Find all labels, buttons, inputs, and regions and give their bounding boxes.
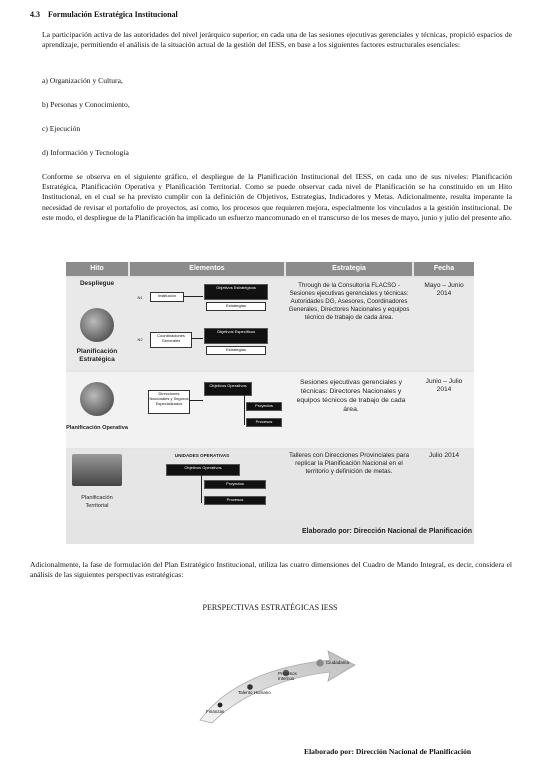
intro-paragraph: La participación activa de las autoridades del nivel jerárquico superior, en cada una de las sesiones ejecutivas gerenciales y técnicas, propició espacios de aprendizaje, permitiendo el análisis de la situación actual de la gestión del IESS, en base a los siguientes factores estructurales esenciales:	[42, 30, 512, 50]
factor-item: d) Información y Tecnología	[42, 148, 129, 157]
perspective-point	[316, 659, 323, 666]
crowd-photo-icon	[72, 454, 122, 486]
perspective-point	[218, 703, 223, 708]
header-fecha: Fecha	[414, 262, 474, 276]
label-finanzas: Finanzas	[206, 709, 225, 714]
processes-box: Procesos	[246, 418, 282, 427]
header-hito: Hito	[66, 262, 128, 276]
operative-objectives-box: Objetivos Operativos	[166, 464, 240, 476]
date-text: Mayo – Junio 2014	[424, 282, 464, 297]
operative-objectives-box: Objetivos Operativos	[204, 382, 252, 396]
factor-item: b) Personas y Conocimiento,	[42, 100, 130, 109]
date-text: Julio 2014	[428, 452, 460, 459]
perspective-point	[247, 684, 253, 690]
table-row-operative	[66, 372, 474, 448]
team-photo-icon	[80, 382, 114, 416]
strategy-text: Sesiones ejecutivas gerenciales y técnicas: Directores Nacionales y equipos técnicos de trabajo de cada área.	[296, 379, 406, 413]
institution-box: Institución	[150, 292, 184, 302]
connector-line	[191, 338, 203, 339]
row-label: Planificación Estratégica	[76, 348, 118, 363]
row-label: Planificación Territorial	[81, 495, 113, 509]
section-number: 4.3	[30, 10, 40, 19]
figure-credit: Elaborado por: Dirección Nacional de Planificación	[304, 747, 472, 756]
strategy-text: Through de la Consultoría FLACSO - Sesiones ejecutivas gerenciales y técnicas: Autoridades DG, Asesores, Coordinadores Generales, Directores Nacionales y equipos técnico de trabajo de cada área.	[288, 282, 410, 321]
header-estrategia: Estrategia	[286, 262, 412, 276]
coordinations-box: Coordinaciones Generales	[150, 332, 192, 348]
planning-table	[66, 262, 474, 544]
national-directions-box: Direcciones Nacionales y Seguros Especializados	[148, 390, 190, 414]
label-ciudadania: Ciudadanía	[326, 660, 350, 665]
deployment-paragraph: Conforme se observa en el siguiente gráfico, el despliegue de la Planificación Institucional del IESS, en cada uno de sus niveles: Planificación Estratégica, Planificación Operativa y Planificación Territorial. Como se puede observar cada nivel de Planificación se ha constituido en un Hito Institucional, en el cual se ha previsto cumplir con la definición de Objetivos, Estrategias, Indicadores y Metas. Adicionalmente, resulta imperante la necesidad de revisar el portafolio de proyectos, así como, los procesos que requieren mejora, especialmente los vinculados a la gestión institucional. De este modo, el despliegue de la Planificación ha implicado un esfuerzo mancomunado en el transcurso de los meses de mayo, junio y julio del presente año.	[42, 172, 512, 222]
connector-line	[189, 400, 203, 401]
row-label-top: Despliegue	[79, 280, 115, 287]
header-elementos: Elementos	[130, 262, 284, 276]
processes-box: Procesos	[204, 496, 266, 505]
section-heading	[30, 10, 178, 19]
operative-units-label: UNIDADES OPERATIVAS	[174, 453, 230, 458]
strategies-box: Estrategias	[206, 346, 266, 355]
objectives-box: Objetivos Estratégicos	[204, 284, 268, 300]
projects-box: Proyectos	[246, 402, 282, 411]
factor-item: a) Organización y Cultura,	[42, 76, 123, 85]
date-text: Junio – Julio 2014	[425, 378, 463, 393]
meeting-photo-icon	[80, 308, 114, 342]
table-credit: Elaborado por: Dirección Nacional de Planificación	[302, 528, 472, 535]
connector-line	[244, 395, 245, 425]
section-title: Formulación Estratégica Institucional	[48, 10, 178, 19]
table-row-territorial	[66, 450, 474, 520]
figure-title: PERSPECTIVAS ESTRATÉGICAS IESS	[202, 603, 338, 612]
level-n2: N2	[137, 337, 143, 342]
factor-item: c) Ejecución	[42, 124, 81, 133]
label-procesos-internos: Procesos Internos	[278, 671, 297, 681]
connector-line	[183, 296, 203, 297]
perspectives-paragraph: Adicionalmente, la fase de formulación del Plan Estratégico Institucional, utiliza las cuatro dimensiones del Cuadro de Mando Integral, es decir, considera el análisis de las siguientes perspectivas estratégicas:	[30, 560, 512, 580]
projects-box: Proyectos	[204, 480, 266, 489]
level-n1: N1	[137, 295, 143, 300]
table-row-strategic	[66, 278, 474, 370]
strategy-text: Talleres con Direcciones Provinciales para replicar la Planificación Nacional en el territorio y definición de metas.	[288, 452, 410, 475]
strategies-box: Estrategias	[206, 302, 266, 311]
connector-line	[201, 475, 202, 503]
label-talento-humano: Talento Humano	[238, 690, 271, 695]
specific-objectives-box: Objetivos Específicos	[204, 328, 268, 344]
row-label: Planificación Operativa	[66, 425, 128, 431]
